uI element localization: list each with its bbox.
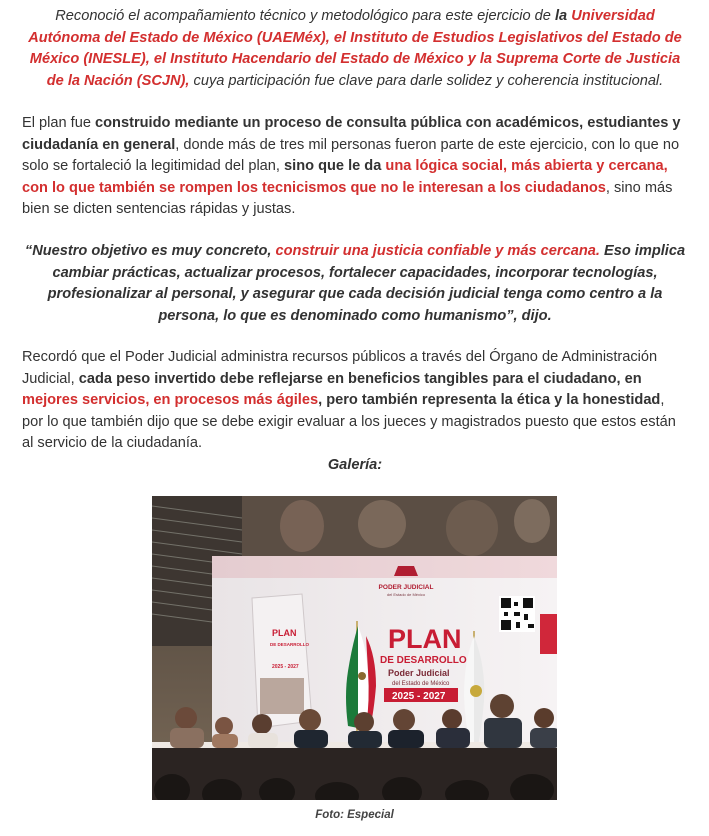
intro-paragraph (22, 6, 688, 92)
recordo-paragraph (22, 347, 688, 455)
plan-highlight-link[interactable]: una lógica social, más abierta y cercana, con lo que también se rompen los tecnicismos que no le interesan a los ciudadanos (22, 158, 668, 196)
plan-bold-2: sino que le da (284, 158, 386, 175)
banner-org: PODER JUDICIAL (378, 584, 434, 591)
recordo-text-2: , por lo que también dijo que se debe exigir evaluar a los jueces y magistrados puesto que estos están al servicio de la ciudadanía. (22, 392, 676, 452)
quote-text-2: Eso implica cambiar prácticas, actualizar procesos, fortalecer capacidades, incorporar tecnologías, profesionalizar al personal, y asegurar que cada decisión judicial tenga como centro a la persona, lo que es denominado como humanismo”, dijo. (47, 243, 686, 324)
banner-plan-sub2: Poder Judicial (388, 668, 450, 678)
book-years: 2025 - 2027 (272, 664, 299, 670)
book-plan-title: PLAN (272, 628, 297, 638)
book-plan-sub: DE DESARROLLO (270, 642, 310, 647)
event-photo-illustration (152, 496, 557, 800)
recordo-bold-1: cada peso invertido debe reflejarse en beneficios tangibles para el ciudadano, en (78, 370, 642, 387)
plan-paragraph (22, 113, 688, 221)
plan-text-2: , donde más de tres mil personas fueron parte de este ejercicio, con lo que no solo se fortaleció la legitimidad del plan, (22, 136, 680, 175)
photo-caption: Foto: Especial (315, 809, 394, 821)
banner-plan-sub3: del Estado de México (392, 681, 450, 687)
intro-institutions-link[interactable]: Universidad Autónoma del Estado de México (UAEMéx), el Instituto de Estudios Legislativos del Estado de México (INESLE), el Instituto Hacendario del Estado de México y la Suprema Corte de Justicia de la Nación (SCJN), (28, 8, 682, 89)
banner-plan-sub1: DE DESARROLLO (380, 655, 467, 666)
recordo-bold-2: , pero también representa la ética y la honestidad (318, 392, 661, 409)
recordo-text-1: Recordó que el Poder Judicial administra recursos públicos a través del Órgano de Administración Judicial, (22, 349, 658, 387)
plan-bold-1: construido mediante un proceso de consulta pública con académicos, estudiantes y ciudadanía en general (22, 115, 681, 153)
plan-text-3: , sino más bien se dicten sentencias rápidas y justas. (22, 179, 673, 218)
banner-plan-years: 2025 - 2027 (392, 691, 446, 702)
quote-text-1: “Nuestro objetivo es muy concreto, (24, 243, 276, 259)
intro-text-pre: Reconoció el acompañamiento técnico y metodológico para este ejercicio de (55, 8, 555, 24)
intro-text-post: cuya participación fue clave para darle solidez y coherencia institucional. (189, 72, 664, 89)
banner-plan-title: PLAN (388, 624, 462, 654)
gallery-label: Galería: (327, 457, 383, 473)
quote-highlight-link[interactable]: construir una justicia confiable y más cercana. (275, 243, 600, 259)
intro-text-la: la (554, 8, 572, 24)
quote-paragraph (22, 241, 688, 327)
recordo-highlight-link[interactable]: mejores servicios, en procesos más ágiles (22, 392, 319, 409)
banner-org-sub: del Estado de México (386, 592, 426, 597)
gallery-photo[interactable] (152, 496, 557, 800)
plan-text-1: El plan fue (22, 115, 96, 131)
